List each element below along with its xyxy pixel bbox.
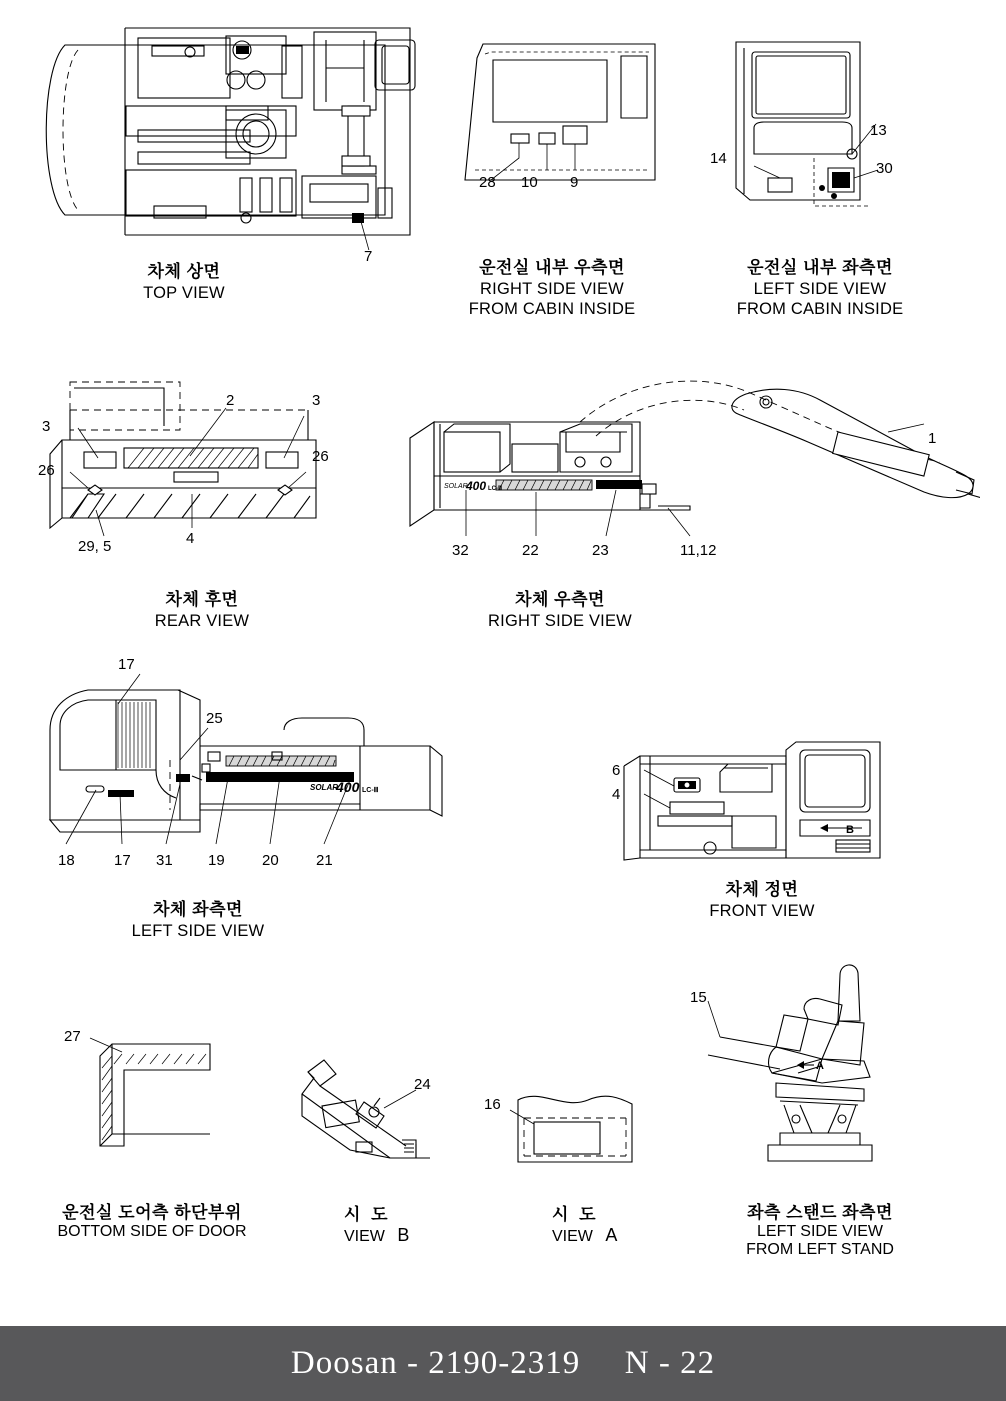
caption-kr: 차체 후면 — [165, 590, 239, 609]
caption-kr: 차체 정면 — [725, 880, 799, 899]
footer-bar — [0, 1326, 1006, 1401]
caption-en: TOP VIEW — [143, 283, 225, 302]
callout-24: 24 — [414, 1076, 431, 1093]
callout-18: 18 — [58, 852, 75, 869]
caption-bottom-side-of-door — [32, 1198, 272, 1241]
caption-cabin-left-inside — [660, 258, 980, 319]
caption-en-row — [344, 1225, 409, 1246]
callout-28: 28 — [479, 174, 496, 191]
callout-19: 19 — [208, 852, 225, 869]
caption-en: LEFT SIDE VIEW — [757, 1223, 883, 1240]
panel-bottom-side-of-door — [50, 1030, 250, 1170]
caption-left-stand-view — [700, 1198, 940, 1259]
caption-en2: FROM CABIN INSIDE — [736, 299, 904, 318]
caption-en: LEFT SIDE VIEW — [753, 279, 887, 298]
caption-kr: 차체 우측면 — [515, 590, 605, 609]
panel-view-b — [290, 1050, 470, 1180]
panel-front-view — [600, 720, 900, 880]
callout-4-front: 4 — [612, 786, 621, 803]
callout-3-left: 3 — [42, 418, 51, 435]
callout-23: 23 — [592, 542, 609, 559]
svg-text:LC-Ⅲ: LC-Ⅲ — [362, 787, 379, 794]
callout-20: 20 — [262, 852, 279, 869]
caption-view-a — [552, 1200, 617, 1246]
callout-10: 10 — [521, 174, 538, 191]
caption-kr: 운전실 내부 우측면 — [479, 258, 625, 277]
caption-en: REAR VIEW — [154, 611, 250, 630]
caption-kr: 차체 좌측면 — [153, 900, 243, 919]
caption-letter: A — [605, 1225, 618, 1245]
callout-31: 31 — [156, 852, 173, 869]
callout-32: 32 — [452, 542, 469, 559]
panel-left-side-view — [30, 656, 450, 880]
callout-26-left: 26 — [38, 462, 55, 479]
callout-21: 21 — [316, 852, 333, 869]
panel-left-stand-view — [680, 955, 940, 1185]
callout-17-bottom: 17 — [114, 852, 131, 869]
caption-en2: FROM CABIN INSIDE — [468, 299, 636, 318]
svg-text:SOLAR: SOLAR — [444, 483, 468, 490]
footer-brand: Doosan — [290, 1345, 398, 1381]
callout-15: 15 — [690, 989, 707, 1006]
svg-text:B: B — [846, 824, 854, 836]
caption-en-row — [552, 1225, 617, 1246]
callout-3-right: 3 — [312, 392, 321, 409]
caption-front-view — [602, 880, 922, 921]
callout-2: 2 — [226, 392, 235, 409]
callout-25: 25 — [206, 710, 223, 727]
svg-text:400: 400 — [336, 779, 360, 795]
callout-1: 1 — [928, 430, 937, 447]
callout-22: 22 — [522, 542, 539, 559]
caption-en: RIGHT SIDE VIEW — [488, 611, 632, 630]
callout-13: 13 — [870, 122, 887, 139]
callout-7: 7 — [364, 248, 373, 265]
callout-26-right: 26 — [312, 448, 329, 465]
caption-kr: 운전실 도어측 하단부위 — [62, 1203, 242, 1222]
caption-en: RIGHT SIDE VIEW — [480, 279, 624, 298]
caption-en2: FROM LEFT STAND — [746, 1241, 894, 1258]
caption-en: FRONT VIEW — [709, 901, 815, 920]
callout-4-rear: 4 — [186, 530, 195, 547]
panel-top-view — [30, 10, 430, 265]
callout-16: 16 — [484, 1096, 501, 1113]
panel-view-a — [484, 1070, 660, 1180]
caption-rear-view — [42, 590, 362, 631]
footer-dash: - — [407, 1345, 419, 1381]
callout-9: 9 — [570, 174, 579, 191]
callout-30: 30 — [876, 160, 893, 177]
caption-right-side-view — [400, 590, 720, 631]
panel-cabin-right-inside — [455, 30, 685, 210]
svg-text:400: 400 — [466, 479, 487, 493]
callout-17-top: 17 — [118, 656, 135, 673]
caption-letter: B — [397, 1225, 410, 1245]
svg-text:LC-Ⅲ: LC-Ⅲ — [488, 486, 503, 492]
svg-text:SOLAR: SOLAR — [310, 783, 338, 792]
caption-en: LEFT SIDE VIEW — [131, 921, 265, 940]
callout-29-5: 29, 5 — [78, 538, 112, 555]
callout-14: 14 — [710, 150, 727, 167]
footer-page: N - 22 — [624, 1345, 716, 1381]
caption-kr: 차체 상면 — [147, 262, 221, 281]
caption-en: BOTTOM SIDE OF DOOR — [57, 1223, 247, 1240]
caption-kr: 시 도 — [552, 1205, 599, 1224]
panel-right-side-view — [400, 380, 980, 560]
caption-view-b — [344, 1200, 409, 1246]
caption-kr: 좌측 스탠드 좌측면 — [747, 1203, 893, 1222]
footer-code: 2190-2319 — [428, 1345, 581, 1381]
svg-text:A: A — [816, 1060, 824, 1072]
caption-kr: 시 도 — [344, 1205, 391, 1224]
panel-rear-view — [40, 370, 380, 560]
footer-text — [291, 1345, 715, 1382]
callout-6: 6 — [612, 762, 621, 779]
caption-en: VIEW — [344, 1228, 385, 1245]
caption-en: VIEW — [552, 1228, 593, 1245]
panel-cabin-left-inside — [710, 28, 940, 218]
caption-top-view — [24, 262, 344, 303]
callout-27: 27 — [64, 1028, 81, 1045]
callout-11-12: 11,12 — [680, 542, 717, 559]
caption-left-side-view — [38, 900, 358, 941]
caption-kr: 운전실 내부 좌측면 — [747, 258, 893, 277]
